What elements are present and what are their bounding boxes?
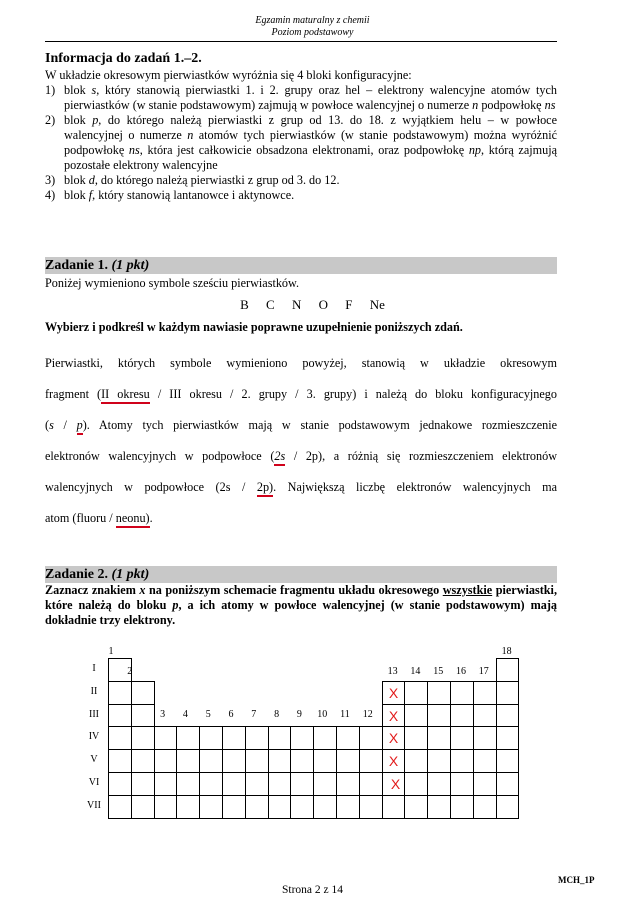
table-cell[interactable] bbox=[108, 704, 132, 728]
info-block bbox=[45, 68, 557, 203]
text-italic: f bbox=[88, 188, 93, 202]
period-label: I bbox=[92, 663, 96, 674]
text: atom (fluoru / bbox=[45, 511, 116, 525]
text: blok bbox=[64, 83, 92, 97]
page-number: Strona 2 z 14 bbox=[281, 884, 343, 896]
table-cell[interactable] bbox=[450, 726, 474, 750]
table-cell[interactable] bbox=[404, 726, 428, 750]
table-cell[interactable] bbox=[496, 749, 520, 773]
text: blok bbox=[64, 113, 93, 127]
block-list bbox=[45, 83, 557, 203]
table-cell[interactable] bbox=[473, 726, 497, 750]
table-cell[interactable] bbox=[154, 772, 178, 796]
symbol: B bbox=[240, 297, 249, 312]
group-label: 5 bbox=[205, 708, 211, 720]
task-points: (1 pkt) bbox=[111, 258, 150, 273]
table-cell[interactable] bbox=[131, 772, 155, 796]
table-cell[interactable] bbox=[496, 772, 520, 796]
text: , do którego należą pierwiastki z grup od 13. do 18. z wyjątkiem helu – w powłoce walencyjnej o numerze bbox=[64, 113, 557, 142]
table-cell[interactable] bbox=[359, 726, 383, 750]
text: na poniższym schemacie fragmentu układu okresowego bbox=[145, 583, 443, 597]
list-item-number: 4) bbox=[45, 188, 56, 202]
text: , który stanowią pierwiastki 1. i 2. grupy oraz hel – elektrony walencyjne atomów tych pierwiastków (w stanie podstawowym) zajmują w powłoce walencyjnej o numerze bbox=[64, 83, 557, 112]
text: . bbox=[149, 511, 153, 525]
table-cell[interactable] bbox=[108, 772, 132, 796]
table-cell[interactable] bbox=[336, 749, 360, 773]
table-cell[interactable] bbox=[290, 726, 314, 750]
table-cell[interactable] bbox=[131, 726, 155, 750]
list-item bbox=[45, 113, 557, 173]
table-cell[interactable] bbox=[176, 795, 200, 819]
answer-underline[interactable]: 2p) bbox=[257, 480, 273, 497]
group-label: 12 bbox=[362, 708, 373, 720]
answer-x-mark: X bbox=[390, 776, 401, 792]
table-cell[interactable] bbox=[108, 749, 132, 773]
period-label: II bbox=[90, 685, 98, 697]
answer-x-mark: X bbox=[388, 707, 399, 724]
text: , którą zajmują pozostałe elektrony walencyjne bbox=[64, 143, 557, 172]
task1-instruction: Wybierz i podkreśl w każdym nawiasie poprawne uzupełnienie poniższych zdań. bbox=[45, 320, 463, 334]
text: / III okresu / 2. grupy / 3. grupy) i należą do bloku konfiguracyjnego bbox=[149, 387, 557, 401]
text: atomów tych pierwiastków (w stanie podstawowym) można wyróżnić podpowłokę bbox=[64, 128, 557, 157]
text: Zaznacz znakiem bbox=[45, 583, 140, 597]
group-label: 14 bbox=[410, 666, 421, 677]
answer-underline[interactable]: neonu) bbox=[116, 511, 150, 528]
info-heading: Informacja do zadań 1.–2. bbox=[45, 51, 202, 66]
task1-intro: Poniżej wymieniono symbole sześciu pierwiastków. bbox=[45, 276, 300, 290]
task2-heading bbox=[45, 566, 557, 583]
table-cell[interactable] bbox=[450, 704, 474, 728]
table-cell[interactable] bbox=[473, 795, 497, 819]
table-cell[interactable] bbox=[336, 726, 360, 750]
list-item bbox=[45, 83, 557, 113]
table-cell[interactable] bbox=[473, 704, 497, 728]
table-cell[interactable] bbox=[336, 772, 360, 796]
text: blok bbox=[64, 188, 89, 202]
answer-x-mark: X bbox=[388, 684, 399, 701]
table-cell[interactable] bbox=[473, 749, 497, 773]
group-label: 7 bbox=[251, 708, 257, 720]
table-cell[interactable] bbox=[382, 749, 406, 773]
table-cell[interactable] bbox=[473, 772, 497, 796]
table-cell[interactable] bbox=[382, 795, 406, 819]
info-intro: W układzie okresowym pierwiastków wyróżnia się 4 bloki konfiguracyjne: bbox=[45, 68, 412, 82]
table-cell[interactable] bbox=[245, 749, 269, 773]
table-cell[interactable] bbox=[199, 749, 223, 773]
table-cell[interactable] bbox=[222, 772, 246, 796]
table-cell[interactable] bbox=[313, 772, 337, 796]
table-cell[interactable] bbox=[108, 658, 132, 682]
table-cell[interactable] bbox=[268, 726, 292, 750]
period-label: V bbox=[90, 754, 98, 766]
table-cell[interactable] bbox=[359, 795, 383, 819]
exam-code: MCH_1P bbox=[558, 875, 595, 885]
answer-x-mark: X bbox=[388, 753, 399, 770]
task1-answer-paragraph bbox=[45, 356, 557, 542]
text: Pierwiastki, których symbole wymieniono powyżej, stanowią w układzie okresowym bbox=[45, 356, 557, 370]
group-label: 4 bbox=[182, 708, 188, 720]
table-cell[interactable] bbox=[496, 704, 520, 728]
table-cell[interactable] bbox=[359, 772, 383, 796]
text-italic: ns bbox=[544, 98, 556, 112]
symbol: C bbox=[266, 297, 275, 312]
group-label: 8 bbox=[274, 708, 280, 720]
table-cell[interactable] bbox=[427, 795, 451, 819]
option-italic[interactable]: s bbox=[49, 418, 54, 432]
text: blok bbox=[64, 173, 89, 187]
list-item-number: 3) bbox=[45, 173, 56, 187]
text: elektronów walencyjnych w podpowłoce ( bbox=[45, 449, 275, 463]
para-line bbox=[45, 356, 557, 387]
text-italic: np bbox=[468, 143, 481, 157]
para-line bbox=[45, 418, 557, 449]
table-cell[interactable] bbox=[496, 658, 520, 682]
table-cell[interactable] bbox=[268, 795, 292, 819]
table-cell[interactable] bbox=[496, 795, 520, 819]
table-cell[interactable] bbox=[427, 772, 451, 796]
answer-underline[interactable]: 2s bbox=[274, 449, 285, 466]
group-label: 9 bbox=[296, 708, 302, 720]
list-item bbox=[45, 173, 557, 188]
para-line bbox=[45, 511, 557, 542]
table-cell[interactable] bbox=[154, 749, 178, 773]
group-label: 6 bbox=[228, 708, 234, 720]
text-italic: p bbox=[172, 598, 179, 612]
table-cell[interactable] bbox=[290, 772, 314, 796]
table-cell[interactable] bbox=[450, 749, 474, 773]
table-cell[interactable] bbox=[382, 726, 406, 750]
table-cell[interactable] bbox=[108, 681, 132, 705]
table-cell[interactable] bbox=[268, 772, 292, 796]
group-label: 18 bbox=[501, 646, 512, 657]
table-cell[interactable] bbox=[313, 795, 337, 819]
table-cell[interactable] bbox=[199, 772, 223, 796]
table-cell[interactable] bbox=[176, 772, 200, 796]
answer-x-mark: X bbox=[388, 730, 399, 747]
task-title: Zadanie 1. bbox=[45, 258, 109, 273]
table-cell[interactable] bbox=[131, 795, 155, 819]
text: , która jest całkowicie obsadzona elektronami, oraz podpowłokę bbox=[139, 143, 469, 157]
period-label: VI bbox=[88, 777, 100, 788]
exam-title: Egzamin maturalny z chemii bbox=[255, 15, 370, 26]
group-label: 15 bbox=[433, 666, 444, 677]
table-cell[interactable] bbox=[359, 749, 383, 773]
table-cell[interactable] bbox=[496, 681, 520, 705]
group-label: 11 bbox=[340, 708, 350, 720]
table-cell[interactable] bbox=[404, 704, 428, 728]
table-cell[interactable] bbox=[131, 704, 155, 728]
table-cell[interactable] bbox=[450, 681, 474, 705]
table-cell[interactable] bbox=[176, 726, 200, 750]
table-cell[interactable] bbox=[427, 726, 451, 750]
table-cell[interactable] bbox=[222, 795, 246, 819]
text: fragment ( bbox=[45, 387, 102, 401]
table-cell[interactable] bbox=[404, 772, 428, 796]
group-label: 17 bbox=[478, 666, 489, 677]
text-italic: ns bbox=[128, 143, 140, 157]
table-cell[interactable] bbox=[382, 772, 406, 796]
group-label: 2 bbox=[127, 666, 133, 677]
table-cell[interactable] bbox=[290, 795, 314, 819]
exam-level: Poziom podstawowy bbox=[271, 27, 354, 38]
table-cell[interactable] bbox=[404, 749, 428, 773]
table-cell[interactable] bbox=[268, 749, 292, 773]
text: , do którego należą pierwiastki z grup od 3. do 12. bbox=[94, 173, 340, 187]
table-cell[interactable] bbox=[313, 726, 337, 750]
text-italic: d bbox=[88, 173, 95, 187]
table-cell[interactable] bbox=[290, 749, 314, 773]
separator: / bbox=[53, 418, 77, 432]
table-cell[interactable] bbox=[450, 772, 474, 796]
task-points: (1 pkt) bbox=[111, 567, 150, 582]
answer-underline[interactable]: II okresu bbox=[101, 387, 150, 404]
symbol: N bbox=[291, 297, 302, 312]
symbol: F bbox=[345, 297, 353, 312]
text-italic: x bbox=[139, 583, 146, 597]
table-cell[interactable] bbox=[382, 704, 406, 728]
task1-heading bbox=[45, 257, 557, 274]
table-cell[interactable] bbox=[108, 726, 132, 750]
text: podpowłokę bbox=[478, 98, 545, 112]
period-label: VII bbox=[87, 799, 101, 811]
group-label: 3 bbox=[160, 708, 166, 720]
table-cell[interactable] bbox=[427, 681, 451, 705]
table-cell[interactable] bbox=[222, 726, 246, 750]
period-label: IV bbox=[88, 731, 100, 743]
table-cell[interactable] bbox=[245, 726, 269, 750]
text-italic: p bbox=[92, 113, 99, 127]
table-cell[interactable] bbox=[427, 704, 451, 728]
table-cell[interactable] bbox=[245, 795, 269, 819]
text: , a ich atomy w powłoce walencyjnej (w stanie podstawowym) mają dokładnie trzy elektrony. bbox=[45, 598, 558, 627]
table-cell[interactable] bbox=[176, 749, 200, 773]
list-item-number: 1) bbox=[45, 83, 56, 97]
period-label: III bbox=[89, 708, 99, 720]
table-cell[interactable] bbox=[108, 795, 132, 819]
list-item bbox=[45, 188, 557, 203]
table-cell[interactable] bbox=[404, 795, 428, 819]
para-line bbox=[45, 480, 557, 511]
group-label: 13 bbox=[387, 666, 398, 677]
para-line bbox=[45, 387, 557, 418]
table-cell[interactable] bbox=[382, 681, 406, 705]
text: . Największą liczbę elektronów walencyjnych ma bbox=[273, 480, 557, 494]
text-italic: s bbox=[91, 83, 97, 97]
group-label: 10 bbox=[317, 708, 328, 720]
table-cell[interactable] bbox=[131, 681, 155, 705]
element-symbols bbox=[0, 297, 625, 313]
task-title: Zadanie 2. bbox=[45, 567, 109, 582]
list-item-number: 2) bbox=[45, 113, 56, 127]
text-italic: n bbox=[472, 98, 479, 112]
group-label: 1 bbox=[108, 646, 114, 657]
table-cell[interactable] bbox=[404, 681, 428, 705]
answer-underline[interactable]: p bbox=[77, 418, 83, 435]
text-underlined: wszystkie bbox=[442, 583, 493, 597]
table-cell[interactable] bbox=[245, 772, 269, 796]
table-cell[interactable] bbox=[336, 795, 360, 819]
text: walencyjnych w podpowłoce (2s / bbox=[45, 480, 257, 494]
table-cell[interactable] bbox=[427, 749, 451, 773]
table-cell[interactable] bbox=[199, 726, 223, 750]
table-cell[interactable] bbox=[222, 749, 246, 773]
table-cell[interactable] bbox=[496, 726, 520, 750]
symbol: Ne bbox=[369, 297, 385, 312]
table-cell[interactable] bbox=[199, 795, 223, 819]
text: / 2p), a różnią się rozmieszczeniem elektronów bbox=[285, 449, 557, 463]
table-cell[interactable] bbox=[450, 795, 474, 819]
text: ( bbox=[45, 418, 50, 432]
text: ). Atomy tych pierwiastków mają w stanie podstawowym jednakowe rozmieszczenie bbox=[82, 418, 557, 432]
table-cell[interactable] bbox=[154, 795, 178, 819]
table-cell[interactable] bbox=[313, 749, 337, 773]
group-label: 16 bbox=[456, 666, 466, 677]
symbol: O bbox=[318, 297, 328, 312]
header-divider bbox=[45, 41, 557, 42]
para-line bbox=[45, 449, 557, 480]
table-cell[interactable] bbox=[473, 681, 497, 705]
text: , który stanowią lantanowce i aktynowce. bbox=[92, 188, 295, 202]
task2-instruction bbox=[45, 583, 557, 628]
table-cell[interactable] bbox=[131, 749, 155, 773]
table-cell[interactable] bbox=[154, 726, 178, 750]
text: pierwiastki, które należą do bloku bbox=[45, 583, 557, 612]
text-italic: n bbox=[187, 128, 194, 142]
